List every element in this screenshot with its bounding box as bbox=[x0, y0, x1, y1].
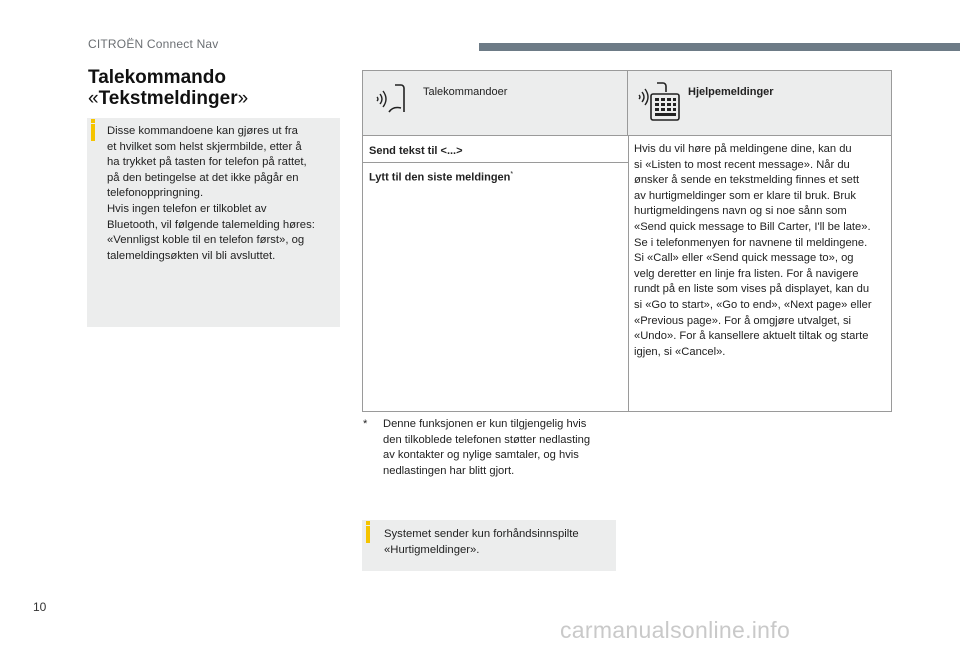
page-title bbox=[88, 67, 348, 109]
title-line-2 bbox=[88, 88, 348, 109]
footnote-marker: * bbox=[510, 171, 514, 178]
voice-command-icon bbox=[375, 81, 409, 115]
title-close-quote: » bbox=[237, 88, 249, 109]
command-send-text bbox=[369, 145, 463, 157]
title-word: Tekstmeldinger bbox=[98, 88, 238, 109]
footnote-text: Denne funksjonen er kun tilgjengelig hvis den tilkoblede telefonen støtter nedlasting av kontakter og nylige samtaler, og hvis nedlastingen har blitt gjort. bbox=[383, 418, 591, 477]
info-box-quick-messages bbox=[362, 520, 616, 571]
table-header-help bbox=[628, 71, 891, 135]
table-divider bbox=[363, 162, 628, 163]
info-box-commands bbox=[87, 118, 340, 327]
help-keypad-icon bbox=[637, 80, 681, 124]
table-divider bbox=[628, 135, 629, 411]
command-label: Lytt til den siste meldingen bbox=[369, 171, 511, 184]
info-box-text: Disse kommandoene kan gjøres ut fra et hvilket som helst skjermbilde, etter å ha trykket på tasten for telefon på rattet, på den betingelse at det ikke pågår en telefonoppringning. Hvis ingen telefon er tilkoblet av Bluetooth, vil følgende talemelding høres: «Vennligst koble til en telefon først», og talemeldingsøkten vil bli avsluttet. bbox=[107, 125, 315, 262]
info-marker-icon bbox=[91, 124, 95, 141]
info-box-text: Systemet sender kun forhåndsinnspilte «Hurtigmeldinger». bbox=[384, 528, 579, 556]
voice-command-table bbox=[362, 70, 892, 412]
title-open-quote: « bbox=[88, 88, 99, 109]
command-label: Send tekst til <...> bbox=[369, 145, 463, 157]
watermark: carmanualsonline.info bbox=[560, 617, 791, 643]
table-header-commands bbox=[363, 71, 628, 135]
table-divider bbox=[363, 135, 891, 136]
table-header-help-label: Hjelpemeldinger bbox=[688, 86, 774, 98]
header-brand: CITROËN Connect Nav bbox=[88, 37, 219, 51]
title-line-1: Talekommando bbox=[88, 67, 226, 88]
help-message-text: Hvis du vil høre på meldingene dine, kan du si «Listen to most recent message». Når du ønsker å sende en tekstmelding finnes et sett av hurtigmeldinger som er klare til bruk. Bruk hurtigmeldingens navn og si noe sånn som «Send quick message to Bill Carter, I'll be late». Se i telefonmenyen for navnene til meldingene. Si «Call» eller «Send quick message to», og velg deretter en linje fra listen. For å navigere rundt på en liste som vises på displayet, kan du si «Go to start», «Go to end», «Next page» eller «Previous page». For å omgjøre utvalget, si «Undo». For å kansellere aktuelt tiltak og starte igjen, si «Cancel». bbox=[634, 143, 872, 358]
info-marker-icon bbox=[366, 526, 370, 543]
footnote-star: * bbox=[363, 418, 368, 430]
command-listen-latest bbox=[369, 171, 513, 184]
header-bar bbox=[479, 43, 960, 51]
page-number: 10 bbox=[33, 600, 47, 614]
table-header-commands-label: Talekommandoer bbox=[423, 86, 508, 98]
